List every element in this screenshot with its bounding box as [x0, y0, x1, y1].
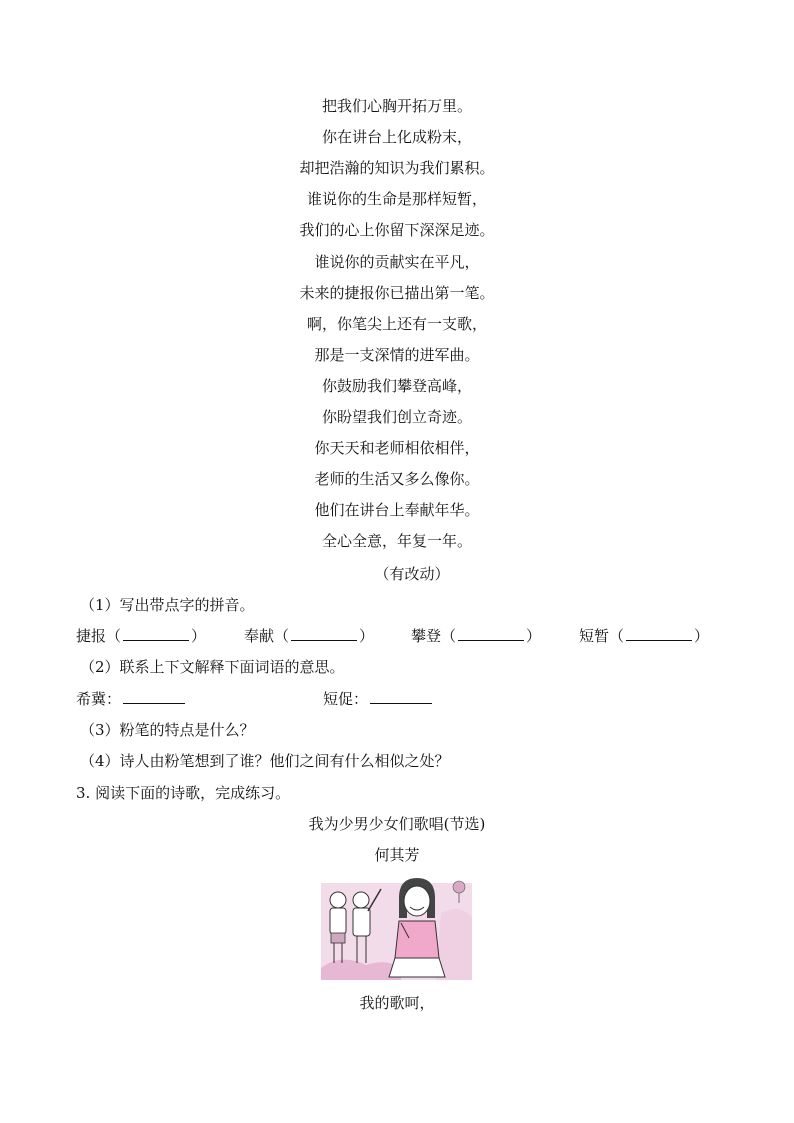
- question-3: （3）粉笔的特点是什么？: [80, 721, 255, 739]
- poem-line: 谁说你的生命是那样短暂，: [306, 190, 487, 209]
- pinyin-answer-blank[interactable]: [291, 626, 357, 641]
- poem-line: 我们的心上你留下深深足迹。: [299, 221, 495, 240]
- poem-line: 谁说你的贡献实在平凡，: [314, 252, 480, 271]
- definition-answer-blank[interactable]: [370, 689, 432, 704]
- pinyin-answer-blank[interactable]: [626, 626, 692, 641]
- pinyin-answer-blank[interactable]: [458, 626, 524, 641]
- question-1: （1）写出带点字的拼音。: [80, 596, 255, 614]
- poem-line: 却把浩瀚的知识为我们累积。: [299, 159, 495, 178]
- section-3-heading: 3. 阅读下面的诗歌，完成练习。: [76, 784, 291, 802]
- poem-line: 老师的生活又多么像你。: [314, 470, 480, 489]
- poem-title: 我为少男少女们歌唱(节选): [308, 815, 486, 833]
- define-item: 短促：: [323, 689, 434, 709]
- poem-line: 你在讲台上化成粉末，: [321, 128, 472, 147]
- pinyin-item: 捷报（ ）: [76, 627, 207, 645]
- poem-line: 啊，你笔尖上还有一支歌，: [306, 314, 487, 333]
- poem-line: 未来的捷报你已描出第一笔。: [299, 283, 495, 302]
- poem-source-note: （有改动）: [374, 565, 450, 583]
- poem-line: 把我们心胸开拓万里。: [321, 97, 472, 115]
- define-item: 希冀：: [76, 689, 187, 709]
- definition-answer-blank[interactable]: [123, 689, 185, 704]
- poem-author: 何其芳: [374, 846, 420, 864]
- pinyin-item: 奉献（ ）: [244, 627, 375, 645]
- pinyin-answer-blank[interactable]: [123, 626, 189, 641]
- children-illustration-icon: [321, 873, 472, 980]
- poem-first-line: 我的歌呵，: [359, 994, 435, 1012]
- poem-line: 你鼓励我们攀登高峰，: [321, 376, 472, 395]
- question-2: （2）联系上下文解释下面词语的意思。: [80, 658, 345, 676]
- poem-line: 他们在讲台上奉献年华。: [314, 501, 480, 520]
- pinyin-item: 短暂（ ）: [579, 627, 710, 645]
- poem-line: 全心全意，年复一年。: [321, 532, 472, 551]
- poem-line: 那是一支深情的进军曲。: [314, 345, 480, 364]
- poem-line: 你天天和老师相依相伴，: [314, 439, 480, 458]
- question-4: （4）诗人由粉笔想到了谁？他们之间有什么相似之处？: [80, 752, 450, 770]
- pinyin-item: 攀登（ ）: [411, 627, 542, 645]
- poem-line: 你盼望我们创立奇迹。: [321, 408, 472, 426]
